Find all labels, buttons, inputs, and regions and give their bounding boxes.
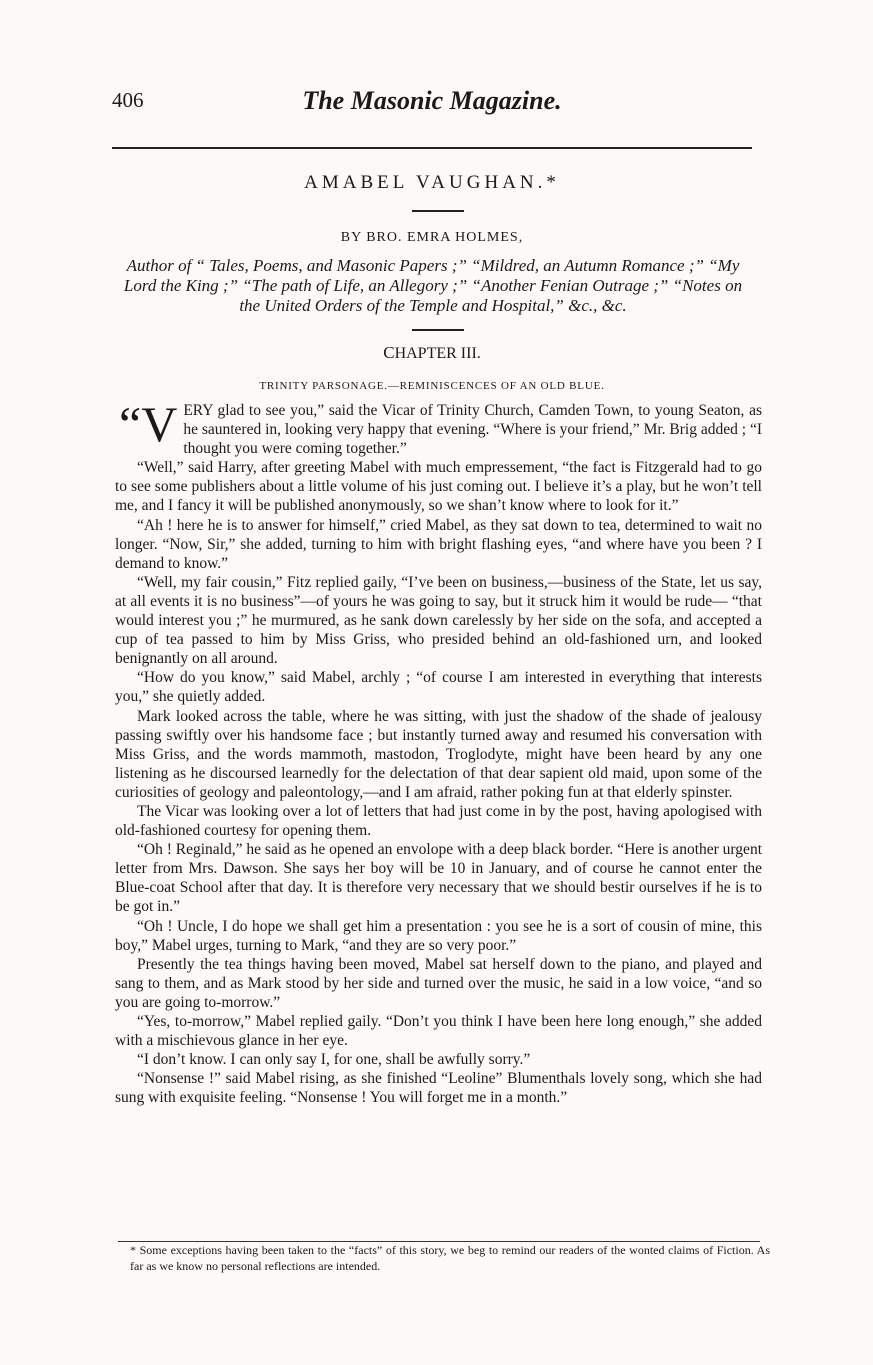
paragraph: “Well, my fair cousin,” Fitz replied gaily, “I’ve been on business,—business of the State, let us say, at all events it is no business”—of yours he was going to say, but it struck him it would be rude— “that would interest you ;” he murmured, as he sank down carelessly by her side on the sofa, and accepted a cup of tea passed to him by Miss Griss, who presided behind an old-fashioned urn, and looked benignantly on all around.: [115, 573, 762, 668]
paragraph: “Ah ! here he is to answer for himself,” cried Mabel, as they sat down to tea, determined to wait no longer. “Now, Sir,” she added, turning to him with bright flashing eyes, “and where have you been ? I demand to know.”: [115, 516, 762, 572]
byline: BY BRO. EMRA HOLMES,: [340, 230, 524, 245]
chapter-subtitle: TRINITY PARSONAGE.—REMINISCENCES OF AN OLD BLUE.: [259, 380, 605, 392]
first-paragraph-text: ERY glad to see you,” said the Vicar of Trinity Church, Camden Town, to young Seaton, as he sauntered in, looking very happy that evening. “Where is your friend,” Mr. Brig added ; “I thought you were coming together.”: [183, 402, 762, 458]
header-rule: [112, 147, 752, 149]
article-body: [115, 396, 762, 1107]
paragraph: “Oh ! Uncle, I do hope we shall get him a presentation : you see he is a sort of cousin of mine, this boy,” Mabel urges, turning to Mark, “and they are so very poor.”: [115, 917, 762, 954]
footnote: * Some exceptions having been taken to the “facts” of this story, we beg to remind our readers of the wonted claims of Fiction. As far as we know no personal reflections are intended.: [130, 1243, 770, 1273]
chapter-initial: C: [383, 343, 395, 362]
paragraph: The Vicar was looking over a lot of letters that had just come in by the post, having apologised with old-fashioned courtesy for opening them.: [115, 802, 762, 840]
paragraph: Mark looked across the table, where he was sitting, with just the shadow of the shade of jealousy passing swiftly over his handsome face ; but instantly turned away and resumed his conversation with Miss Griss, and the words mammoth, mastodon, Troglodyte, might have been heard by any one listening as he discoursed learnedly for the delectation of that dear sapient old maid, upon some of the curiosities of geology and paleontology,—and I am afraid, rather poking fun at that elderly spinster.: [115, 707, 762, 801]
paragraph: “I don’t know. I can only say I, for one, shall be awfully sorry.”: [137, 1051, 531, 1069]
title-rule: [412, 210, 464, 212]
page-header: [112, 86, 752, 126]
paragraph: “How do you know,” said Mabel, archly ; “of course I am interested in everything that interests you,” she quietly added.: [115, 669, 762, 706]
paragraph: “Oh ! Reginald,” he said as he opened an envolope with a deep black border. “Here is another urgent letter from Mrs. Dawson. She says her boy will be 10 in January, and of course he cannot enter the Blue-coat School after that day. It is therefore very necessary that we should bestir ourselves if he is to be got in.”: [115, 841, 762, 916]
chapter-text: HAPTER III.: [394, 345, 481, 362]
author-works: Author of “ Tales, Poems, and Masonic Papers ;” “Mildred, an Autumn Romance ;” “My Lord the King ;” “The path of Life, an Allegory ;” “Another Fenian Outrage ;” “Notes on the United Orders of the Temple and Hospital,” &c., &c.: [123, 256, 743, 315]
paragraph: [115, 396, 762, 458]
chapter-heading: [112, 343, 752, 363]
running-title: The Masonic Magazine.: [302, 86, 562, 115]
article-title: AMABEL VAUGHAN.*: [304, 172, 560, 193]
drop-cap: [119, 396, 178, 452]
paragraph: “Nonsense !” said Mabel rising, as she finished “Leoline” Blumenthals lovely song, which she had sung with exquisite feeling. “Nonsense ! You will forget me in a month.”: [115, 1070, 762, 1107]
drop-cap-letter: V: [141, 396, 178, 452]
paragraph: “Well,” said Harry, after greeting Mabel with much empressement, “the fact is Fitzgerald had to go to see some publishers about a little volume of his just coming out. I believe it’s a play, but he won’t tell me, and I fancy it will be published anonymously, so we shan’t know where to look for it.”: [115, 459, 762, 515]
paragraph: “Yes, to-morrow,” Mabel replied gaily. “Don’t you think I have been here long enough,” she added with a mischievous glance in her eye.: [115, 1013, 762, 1050]
page-number: 406: [112, 88, 144, 112]
paragraph: Presently the tea things having been moved, Mabel sat herself down to the piano, and played and sang to them, and as Mark stood by her side and turned over the music, he said in a low voice, “and so you are going to-morrow.”: [115, 955, 762, 1011]
drop-cap-quote: “: [119, 396, 142, 452]
chapter-rule: [412, 329, 464, 331]
